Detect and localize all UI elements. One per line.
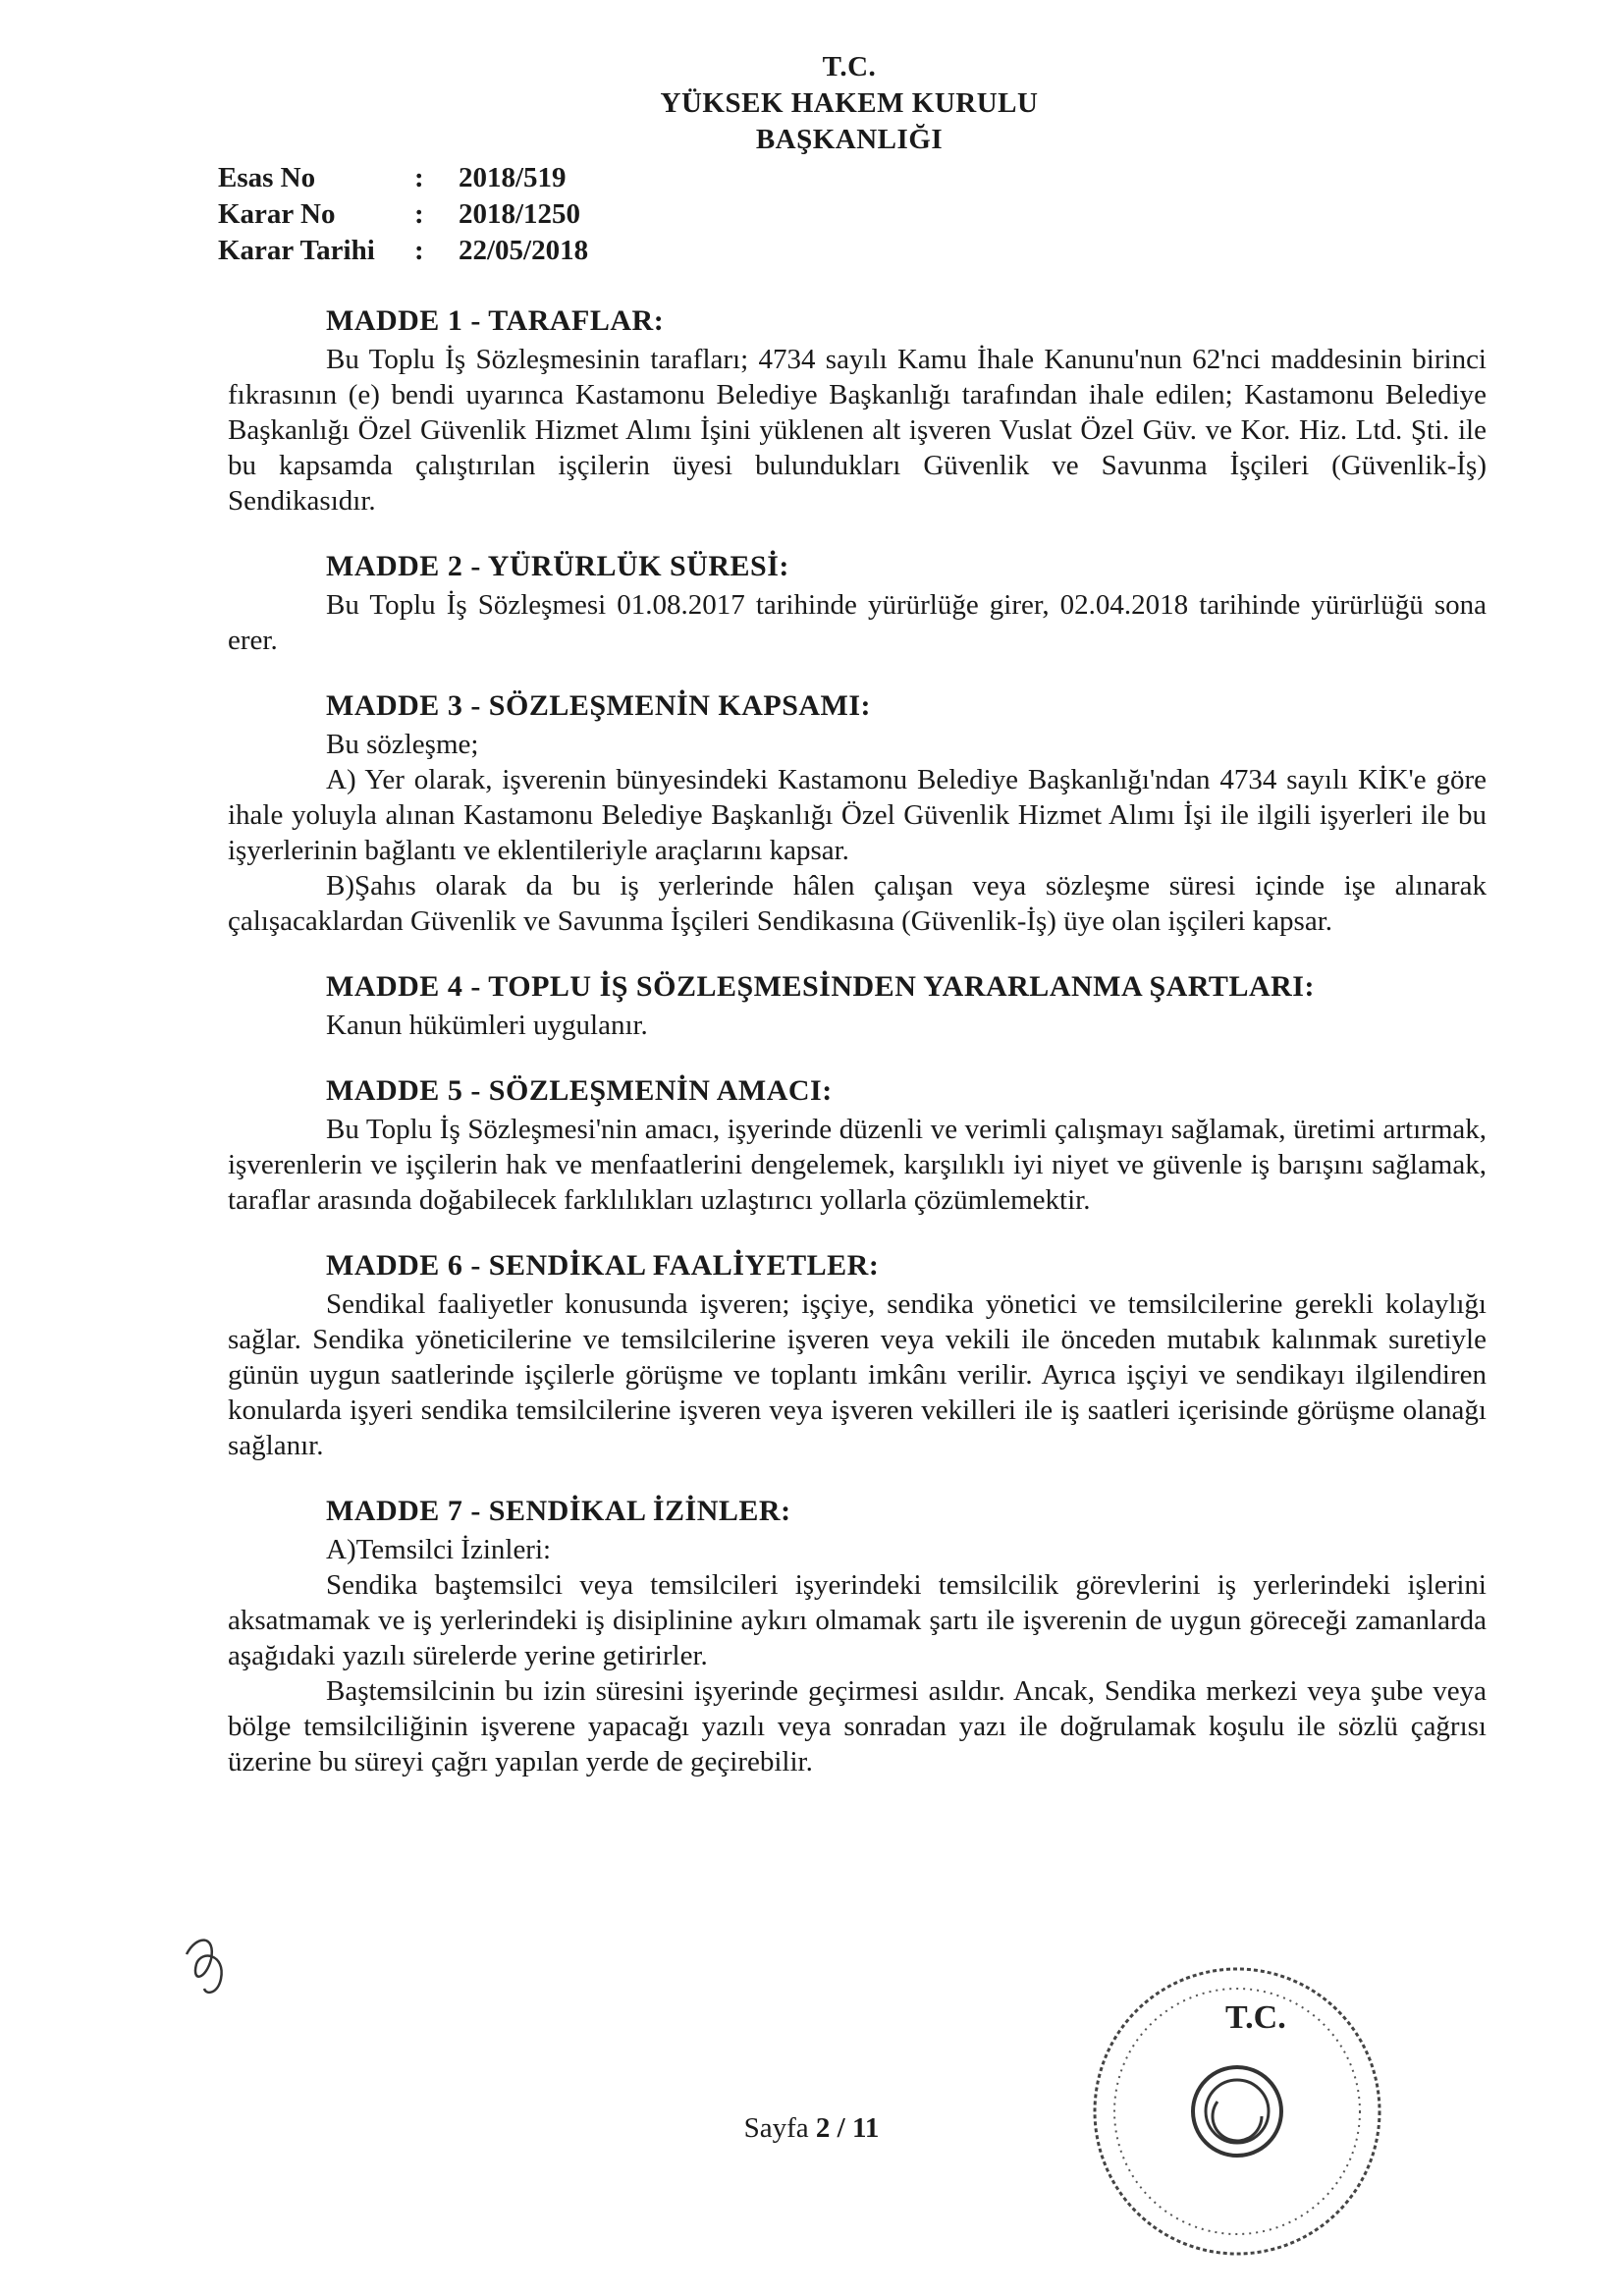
article-paragraph: A)Temsilci İzinleri: bbox=[326, 1534, 552, 1565]
article-7 bbox=[228, 1493, 1487, 1779]
article-paragraph: Bu Toplu İş Sözleşmesinin tarafları; 4734 sayılı Kamu İhale Kanunu'nun 62'nci maddesinin birinci fıkrasının (e) bendi uyarınca Kastamonu Belediye Başkanlığı tarafından ihale edilen; Kastamonu Belediye Başkanlığı Özel Güvenlik Hizmet Alımı İşini yüklenen alt işveren Vuslat Özel Güv. ve Kor. Hiz. Ltd. Şti. ile bu kapsamda çalıştırılan işçilerin üyesi bulundukları Güvenlik ve Savunma İşçileri (Güvenlik-İş) Sendikasıdır. bbox=[228, 344, 1487, 517]
article-1 bbox=[228, 302, 1487, 519]
official-seal-icon bbox=[1080, 1954, 1394, 2269]
article-paragraph: Bu Toplu İş Sözleşmesi'nin amacı, işyerinde düzenli ve verimli çalışmayı sağlamak, üretimi artırmak, işverenlerin ve işçilerin hak ve menfaatlerini dengelemek, karşılıklı iyi niyet ve güvenle iş barışını sağlamak, taraflar arasında doğabilecek farklılıkları uzlaştırıcı yollarla çözümlemektir. bbox=[228, 1114, 1487, 1216]
page-current: 2 bbox=[815, 2112, 831, 2144]
karar-colon: : bbox=[414, 198, 424, 230]
document-header bbox=[628, 49, 1070, 158]
karar-value: 2018/1250 bbox=[459, 198, 581, 230]
page-label: Sayfa bbox=[743, 2112, 809, 2144]
article-paragraph: B)Şahıs olarak da bu iş yerlerinde hâlen çalışan veya sözleşme süresi içinde işe alınarak çalışacaklardan Güvenlik ve Savunma İşçileri Sendikasına (Güvenlik-İş) üye olan işçileri kapsar. bbox=[228, 870, 1487, 937]
page-total: 11 bbox=[851, 2112, 880, 2144]
article-paragraph: Sendikal faaliyetler konusunda işveren; işçiye, sendika yönetici ve temsilcilerine gerekli kolaylığı sağlar. Sendika yöneticilerine ve temsilcilerine işveren veya vekili ile önceden mutabık kalınmak suretiyle günün uygun saatlerinde işçilerle görüşme ve toplantı imkânı verilir. Ayrıca işçiyi ve sendikayı ilgilendiren konularda işyeri sendika temsilcilerine işveren veya işveren vekilleri ile iş saatleri içerisinde görüşme olanağı sağlanır. bbox=[228, 1288, 1487, 1461]
article-paragraph: Bu Toplu İş Sözleşmesi 01.08.2017 tarihinde yürürlüğe girer, 02.04.2018 tarihinde yürürlüğü sona erer. bbox=[228, 589, 1487, 656]
handwritten-initial-icon bbox=[177, 1925, 255, 2003]
karar-row bbox=[218, 196, 588, 233]
tarih-row bbox=[218, 233, 588, 269]
article-5 bbox=[228, 1072, 1487, 1218]
header-institution: YÜKSEK HAKEM KURULU bbox=[660, 87, 1039, 119]
header-office: BAŞKANLIĞI bbox=[755, 124, 944, 155]
article-4 bbox=[228, 968, 1487, 1043]
tarih-value: 22/05/2018 bbox=[459, 235, 589, 266]
page-separator: / bbox=[837, 2112, 845, 2144]
tarih-colon: : bbox=[414, 235, 424, 266]
article-title: MADDE 4 - TOPLU İŞ SÖZLEŞMESİNDEN YARARLANMA ŞARTLARI: bbox=[326, 970, 1315, 1003]
case-metadata bbox=[218, 160, 588, 269]
page-footer bbox=[0, 2112, 1623, 2145]
article-title: MADDE 3 - SÖZLEŞMENİN KAPSAMI: bbox=[326, 689, 872, 722]
document-body bbox=[228, 302, 1487, 1809]
esas-row bbox=[218, 160, 588, 196]
tarih-label: Karar Tarihi bbox=[218, 235, 375, 266]
article-title: MADDE 1 - TARAFLAR: bbox=[326, 304, 665, 337]
article-title: MADDE 2 - YÜRÜRLÜK SÜRESİ: bbox=[326, 550, 789, 582]
article-3 bbox=[228, 687, 1487, 939]
article-title: MADDE 7 - SENDİKAL İZİNLER: bbox=[326, 1495, 791, 1527]
header-tc: T.C. bbox=[822, 51, 877, 82]
esas-label: Esas No bbox=[218, 162, 316, 193]
article-title: MADDE 6 - SENDİKAL FAALİYETLER: bbox=[326, 1249, 880, 1282]
article-paragraph: Baştemsilcinin bu izin süresini işyerinde geçirmesi asıldır. Ancak, Sendika merkezi veya şube veya bölge temsilciliğinin işverene yapacağı yazılı veya sonradan yazı ile doğrulamak koşulu ile sözlü çağrısı üzerine bu süreyi çağrı yapılan yerde de geçirebilir. bbox=[228, 1675, 1487, 1777]
article-2 bbox=[228, 548, 1487, 658]
article-paragraph: A) Yer olarak, işverenin bünyesindeki Kastamonu Belediye Başkanlığı'ndan 4734 sayılı KİK'e göre ihale yoluyla alınan Kastamonu Belediye Başkanlığı Özel Güvenlik Hizmet Alımı İşi ile ilgili işyerleri ile bu işyerlerinin bağlantı ve eklentileriyle araçlarını kapsar. bbox=[228, 764, 1487, 866]
seal-text: T.C. bbox=[1225, 1999, 1286, 2036]
article-paragraph: Sendika baştemsilci veya temsilcileri işyerindeki temsilcilik görevlerini iş yerlerindeki işlerini aksatmamak ve iş yerlerindeki iş disiplinine aykırı olmamak şartı ile işverenin de uygun göreceği zamanlarda aşağıdaki yazılı sürelerde yerine getirirler. bbox=[228, 1569, 1487, 1671]
article-title: MADDE 5 - SÖZLEŞMENİN AMACI: bbox=[326, 1074, 833, 1107]
esas-colon: : bbox=[414, 162, 424, 193]
article-6 bbox=[228, 1247, 1487, 1463]
karar-label: Karar No bbox=[218, 198, 336, 230]
article-paragraph: Bu sözleşme; bbox=[326, 729, 479, 760]
article-paragraph: Kanun hükümleri uygulanır. bbox=[326, 1010, 648, 1041]
esas-value: 2018/519 bbox=[459, 162, 567, 193]
